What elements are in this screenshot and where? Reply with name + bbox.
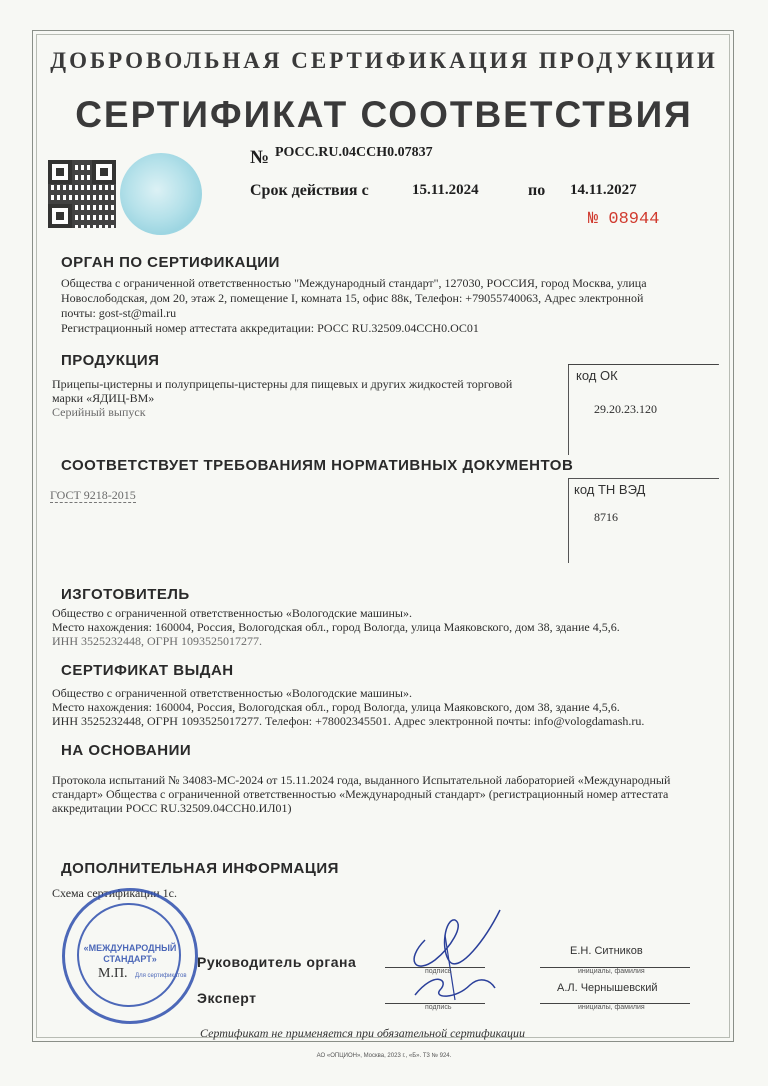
code-ok-label: код ОК [576,368,618,383]
valid-to: 14.11.2027 [570,182,637,198]
code-ok-box-top [568,364,718,365]
valid-to-label: по [528,182,546,199]
organ-title: ОРГАН ПО СЕРТИФИКАЦИИ [61,254,280,271]
additional-title: ДОПОЛНИТЕЛЬНАЯ ИНФОРМАЦИЯ [61,860,339,877]
certificate-number: РОСС.RU.04ССН0.07837 [275,145,433,160]
product-line: марки «ЯДИЦ-ВМ» [52,391,155,405]
footer-note: Сертификат не применяется при обязательной сертификации [200,1026,525,1040]
issued-line: Общество с ограниченной ответственностью «Вологодские машины». [52,686,412,700]
organ-seal [62,888,198,1024]
issued-line: ИНН 3525232448, ОГРН 1093525017277. Телефон: +78002345501. Адрес электронной почты: info@vologdamash.ru. [52,714,645,728]
manufacturer-line: Место нахождения: 160004, Россия, Вологодская обл., город Вологда, улица Маяковского, дом 38, здание 4,5,6. [52,620,620,634]
basis-line: аккредитации РОСС RU.32509.04ССН0.ИЛ01) [52,801,292,815]
valid-from: 15.11.2024 [412,182,479,198]
expert-name-caption: инициалы, фамилия [578,1004,645,1011]
expert-sign-caption: подпись [425,1004,452,1011]
organ-line: почты: gost-st@mail.ru [61,306,177,320]
signature-icon [395,900,515,1010]
conformity-title: СООТВЕТСТВУЕТ ТРЕБОВАНИЯМ НОРМАТИВНЫХ ДОКУМЕНТОВ [61,457,574,474]
manufacturer-title: ИЗГОТОВИТЕЛЬ [61,586,190,603]
basis-title: НА ОСНОВАНИИ [61,742,192,759]
mp-label: М.П. [98,966,128,981]
validity-label: Срок действия с [250,182,369,199]
code-ok-value: 29.20.23.120 [594,402,657,416]
organ-accreditation: Регистрационный номер аттестата аккредитации: РОСС RU.32509.04ССН0.ОС01 [61,321,479,335]
code-tn-label: код ТН ВЭД [574,482,646,497]
standard: ГОСТ 9218-2015 [50,488,136,502]
number-label: № [250,147,270,168]
seal-subtext: Для сертификатов [135,973,187,979]
issued-title: СЕРТИФИКАТ ВЫДАН [61,662,234,679]
standard-underline [50,502,136,503]
print-imprint: АО «ОПЦИОН», Москва, 2023 г., «Б». Т3 № 924. [316,1053,452,1059]
manufacturer-line: ИНН 3525232448, ОГРН 1093525017277. [52,634,262,648]
main-title: СЕРТИФИКАТ СООТВЕТСТВИЯ [75,94,693,135]
top-title: ДОБРОВОЛЬНАЯ СЕРТИФИКАЦИЯ ПРОДУКЦИИ [50,48,718,73]
serial-number: № 08944 [588,210,660,229]
manufacturer-line: Общество с ограниченной ответственностью «Вологодские машины». [52,606,412,620]
head-name-caption: инициалы, фамилия [578,968,645,975]
basis-line: Протокола испытаний № 34083-МС-2024 от 15.11.2024 года, выданного Испытательной лабораторией «Международный [52,773,671,787]
product-line: Прицепы-цистерны и полуприцепы-цистерны для пищевых и других жидкостей торговой [52,377,513,391]
organ-line: Общества с ограниченной ответственностью "Международный стандарт", 127030, РОССИЯ, город Москва, улица [61,276,647,290]
hologram-emblem-icon [120,153,202,235]
organ-line: Новослободская, дом 20, этаж 2, помещение I, комната 15, офис 88к, Телефон: +79055740063, Адрес электронной [61,291,644,305]
product-release: Серийный выпуск [52,405,146,419]
expert-label: Эксперт [197,990,257,1006]
head-sign-caption: подпись [425,968,452,975]
head-name: Е.Н. Ситников [570,945,643,957]
head-label: Руководитель органа [197,954,357,970]
issued-line: Место нахождения: 160004, Россия, Вологодская обл., город Вологда, улица Маяковского, дом 38, здание 4,5,6. [52,700,620,714]
basis-line: стандарт» Общества с ограниченной ответственностью «Международный стандарт» (регистрационный номер аттестата [52,787,669,801]
scheme-text: Схема сертификации 1с. [52,886,177,900]
code-tn-value: 8716 [594,510,618,524]
seal-text: «МЕЖДУНАРОДНЫЙ СТАНДАРТ» [83,943,177,964]
qr-code-icon [48,160,116,228]
expert-name: А.Л. Чернышевский [557,982,658,994]
product-title: ПРОДУКЦИЯ [61,352,160,369]
